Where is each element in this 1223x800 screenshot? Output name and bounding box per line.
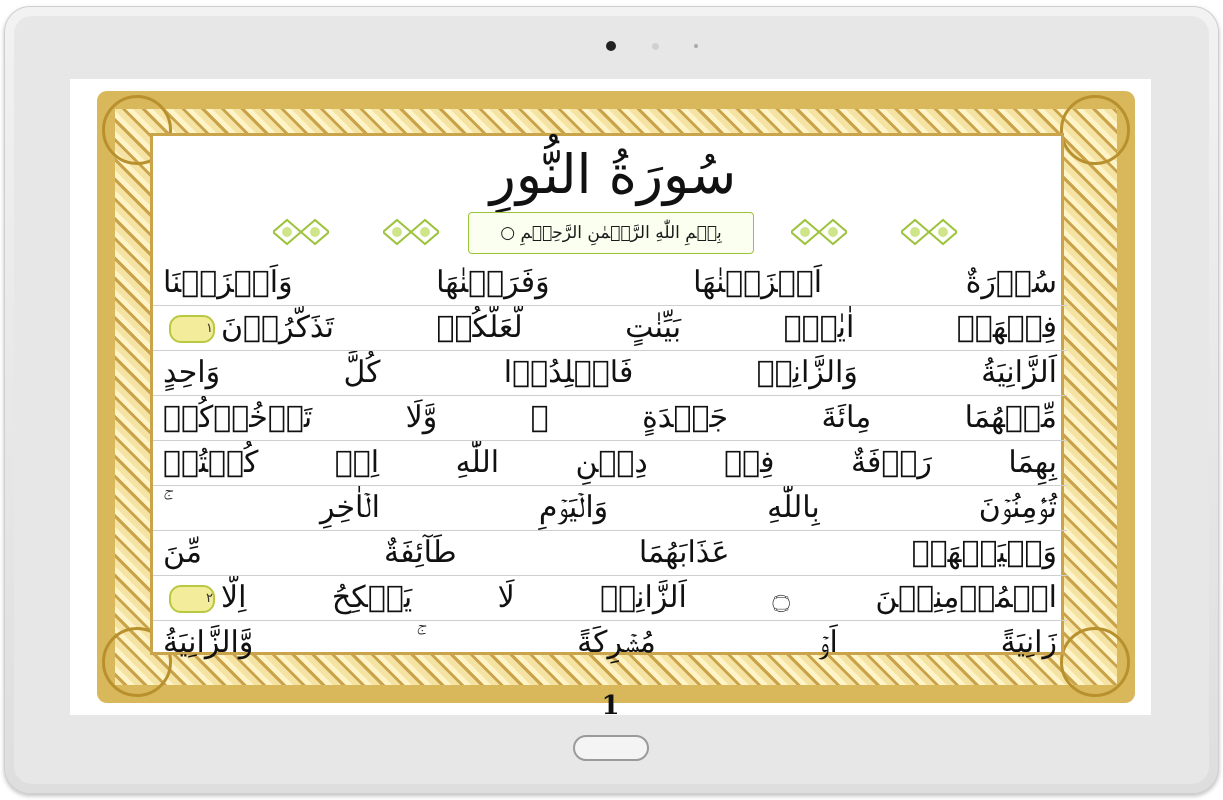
page-indicator [0, 41, 1223, 51]
surah-title: سُورَةُ النُّورِ [489, 143, 737, 206]
verse-line [153, 531, 1067, 576]
verse-line [153, 486, 1067, 531]
page-dot[interactable] [694, 44, 698, 48]
floral-ornament-icon [791, 214, 847, 250]
page-content [150, 133, 1064, 660]
verse-line [153, 621, 1067, 665]
verse-text: زَانِيَةً اَوۡ مُشۡرِكَةً ۚ وَّالزَّانِيَةُ [163, 625, 1057, 660]
verse-line [153, 441, 1067, 486]
verse-text: سُوۡرَةٌ اَنۡزَلۡنٰهَا وَفَرَضۡنٰهَا وَاَنۡزَلۡنَا [163, 265, 1057, 300]
verse-text: تُؤۡمِنُوۡنَ بِاللّٰهِ وَالۡيَوۡمِ الۡاٰخِرِ ۚ [163, 490, 1057, 525]
verse-line [153, 576, 1067, 621]
verse-line [153, 351, 1067, 396]
verse-text: اَلزَّانِيَةُ وَالزَّانِىۡ فَاجۡلِدُوۡا كُلَّ وَاحِدٍ [163, 355, 1057, 390]
verse-text: وَلۡيَشۡهَدۡ عَذَابَهُمَا طَآئِفَةٌ مِّنَ [163, 535, 1057, 570]
verse-line [153, 396, 1067, 441]
ayah-number-marker: ١ [169, 315, 215, 343]
floral-ornament-icon [273, 214, 329, 250]
page-dot[interactable] [652, 43, 659, 50]
verse-lines [153, 261, 1067, 665]
verse-text: الۡمُؤۡمِنِيۡنَ ۝ اَلزَّانِىۡ لَا يَنۡكِحُ اِلَّا [221, 580, 1057, 615]
verse-text: مِّنۡهُمَا مِائَةَ جَلۡدَةٍ ۖ وَّلَا تَاۡخُذۡكُمۡ [163, 400, 1057, 435]
bismillah-text: بِسۡمِ اللّٰهِ الرَّحۡمٰنِ الرَّحِيۡمِ ○ [468, 212, 754, 254]
bismillah-banner [213, 210, 1007, 256]
page-number: 1 [601, 691, 620, 715]
quran-page-screen[interactable] [70, 79, 1151, 715]
home-button[interactable] [573, 735, 649, 761]
verse-line [153, 261, 1067, 306]
verse-text: فِيۡهَاۤ اٰيٰتٍۭ بَيِّنٰتٍ لَّعَلَّكُمۡ تَذَكَّرُوۡنَ [221, 310, 1057, 345]
floral-ornament-icon [383, 214, 439, 250]
floral-ornament-icon [901, 214, 957, 250]
ayah-number-marker: ٢ [169, 585, 215, 613]
frame-corner-ornament [1060, 95, 1130, 165]
frame-corner-ornament [1060, 627, 1130, 697]
page-dot-active[interactable] [606, 41, 616, 51]
verse-line [153, 306, 1067, 351]
verse-text: بِهِمَا رَاۡفَةٌ فِىۡ دِيۡنِ اللّٰهِ اِنۡ كُنۡتُمۡ [163, 445, 1057, 480]
